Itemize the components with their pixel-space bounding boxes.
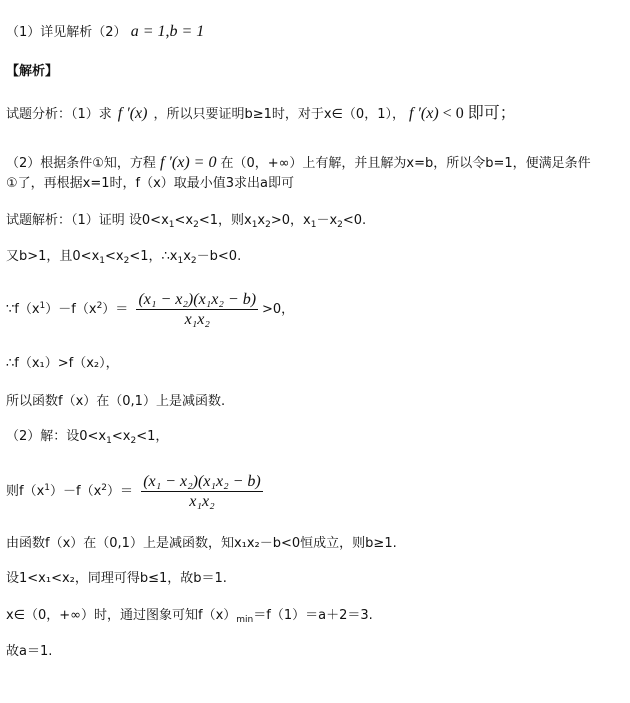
solution-text: <x	[174, 213, 194, 228]
solution-text: 试题解析：（1）证明 设0<x	[6, 213, 169, 228]
subscript: 2	[130, 436, 137, 446]
jiexi-heading: 【解析】	[6, 64, 59, 79]
subscript: 1	[106, 436, 112, 446]
solution-line-5: 所以函数f（x）在（0,1）上是减函数.	[6, 394, 226, 409]
solution-line-11: 故a＝1.	[6, 644, 53, 659]
solution-text: <x	[105, 249, 124, 264]
answer-b: b = 1	[169, 23, 205, 40]
solution-line-6	[6, 428, 168, 450]
solution-text: ＝f（1）＝a＋2＝3.	[253, 608, 373, 623]
solution-line-8: 由函数f（x）在（0,1）上是减函数，知x₁x₂－b<0恒成立，则b≥1.	[6, 536, 397, 551]
superscript: 1	[39, 301, 46, 311]
solution-text: ∵f（x	[6, 302, 40, 317]
solution-text: <1，	[136, 429, 169, 444]
solution-text: ）＝	[107, 484, 134, 499]
analysis-text: 在（0，+∞）上有解，并且解为x=b，所以令b=1，便满足条件	[220, 156, 591, 171]
solution-text: x	[183, 249, 191, 264]
analysis-line-2	[6, 154, 591, 173]
solution-line-1	[6, 212, 366, 234]
solution-text: （2）解：设0<x	[6, 429, 107, 444]
solution-line-3	[6, 286, 294, 330]
solution-text: >0，	[262, 302, 295, 317]
answer-a: a = 1	[130, 23, 166, 40]
derivative-expr: f ′(x)	[117, 105, 148, 122]
solution-text: ）＝	[102, 302, 129, 317]
subscript: 1	[177, 256, 184, 266]
answer-sep: ,	[165, 23, 170, 40]
derivative-expr: f ′(x)	[408, 105, 439, 122]
analysis-line-3: ①了，再根据x=1时，f（x）取最小值3求出a即可	[6, 176, 295, 191]
subscript: 1	[168, 220, 175, 230]
answer-prefix: （1）详见解析（2）	[6, 25, 127, 40]
solution-line-10	[6, 607, 373, 629]
solution-text: <0.	[342, 213, 367, 228]
subscript: 1	[99, 256, 106, 266]
analysis-text: 试题分析：（1）求	[6, 107, 112, 122]
fraction-denominator: x₁x₂	[189, 493, 215, 510]
analysis-text: （2）根据条件①知，方程	[6, 156, 156, 171]
subscript: 2	[190, 256, 197, 266]
superscript: 1	[44, 483, 51, 493]
analysis-text: < 0 即可；	[442, 105, 516, 122]
subscript: 2	[337, 220, 343, 230]
solution-text: －x	[316, 213, 338, 228]
fraction-numerator: (x₁ − x₂)(x₁x₂ − b)	[143, 473, 261, 490]
fraction-numerator: (x₁ − x₂)(x₁x₂ − b)	[138, 291, 257, 308]
solution-text: <1，∴x	[129, 249, 178, 264]
superscript: 2	[96, 301, 103, 311]
solution-text: x∈（0，+∞）时，通过图象可知f（x）	[6, 608, 237, 623]
solution-text: ）－f（x	[45, 302, 97, 317]
solution-text: 又b>1，且0<x	[6, 249, 100, 264]
solution-text: x	[257, 213, 266, 228]
solution-line-4: ∴f（x₁）>f（x₂），	[6, 356, 119, 371]
analysis-text: ，所以只要证明b≥1时，对于x∈（0，1），	[153, 107, 405, 122]
fraction-denominator: x₁x₂	[184, 311, 210, 328]
solution-line-2	[6, 248, 241, 270]
fraction-2	[141, 472, 263, 511]
solution-text: 则f（x	[6, 484, 45, 499]
analysis-line-1	[6, 105, 516, 124]
solution-text: >0，x	[270, 213, 311, 228]
subscript: 1	[251, 220, 258, 230]
solution-text: <x	[111, 429, 131, 444]
solution-line-7	[6, 468, 267, 512]
solution-text: <1，则x	[198, 213, 252, 228]
solution-text: ）－f（x	[50, 484, 102, 499]
answer-line	[6, 23, 204, 42]
fraction-1	[136, 290, 258, 329]
subscript: 2	[193, 220, 199, 230]
derivative-equation: f ′(x) = 0	[159, 154, 217, 171]
subscript: 1	[310, 220, 317, 230]
subscript: 2	[123, 256, 130, 266]
subscript-min: min	[236, 615, 254, 625]
solution-text: －b<0.	[196, 249, 242, 264]
subscript: 2	[265, 220, 271, 230]
superscript: 2	[101, 483, 108, 493]
solution-line-9: 设1<x₁<x₂，同理可得b≤1，故b＝1.	[6, 571, 227, 586]
